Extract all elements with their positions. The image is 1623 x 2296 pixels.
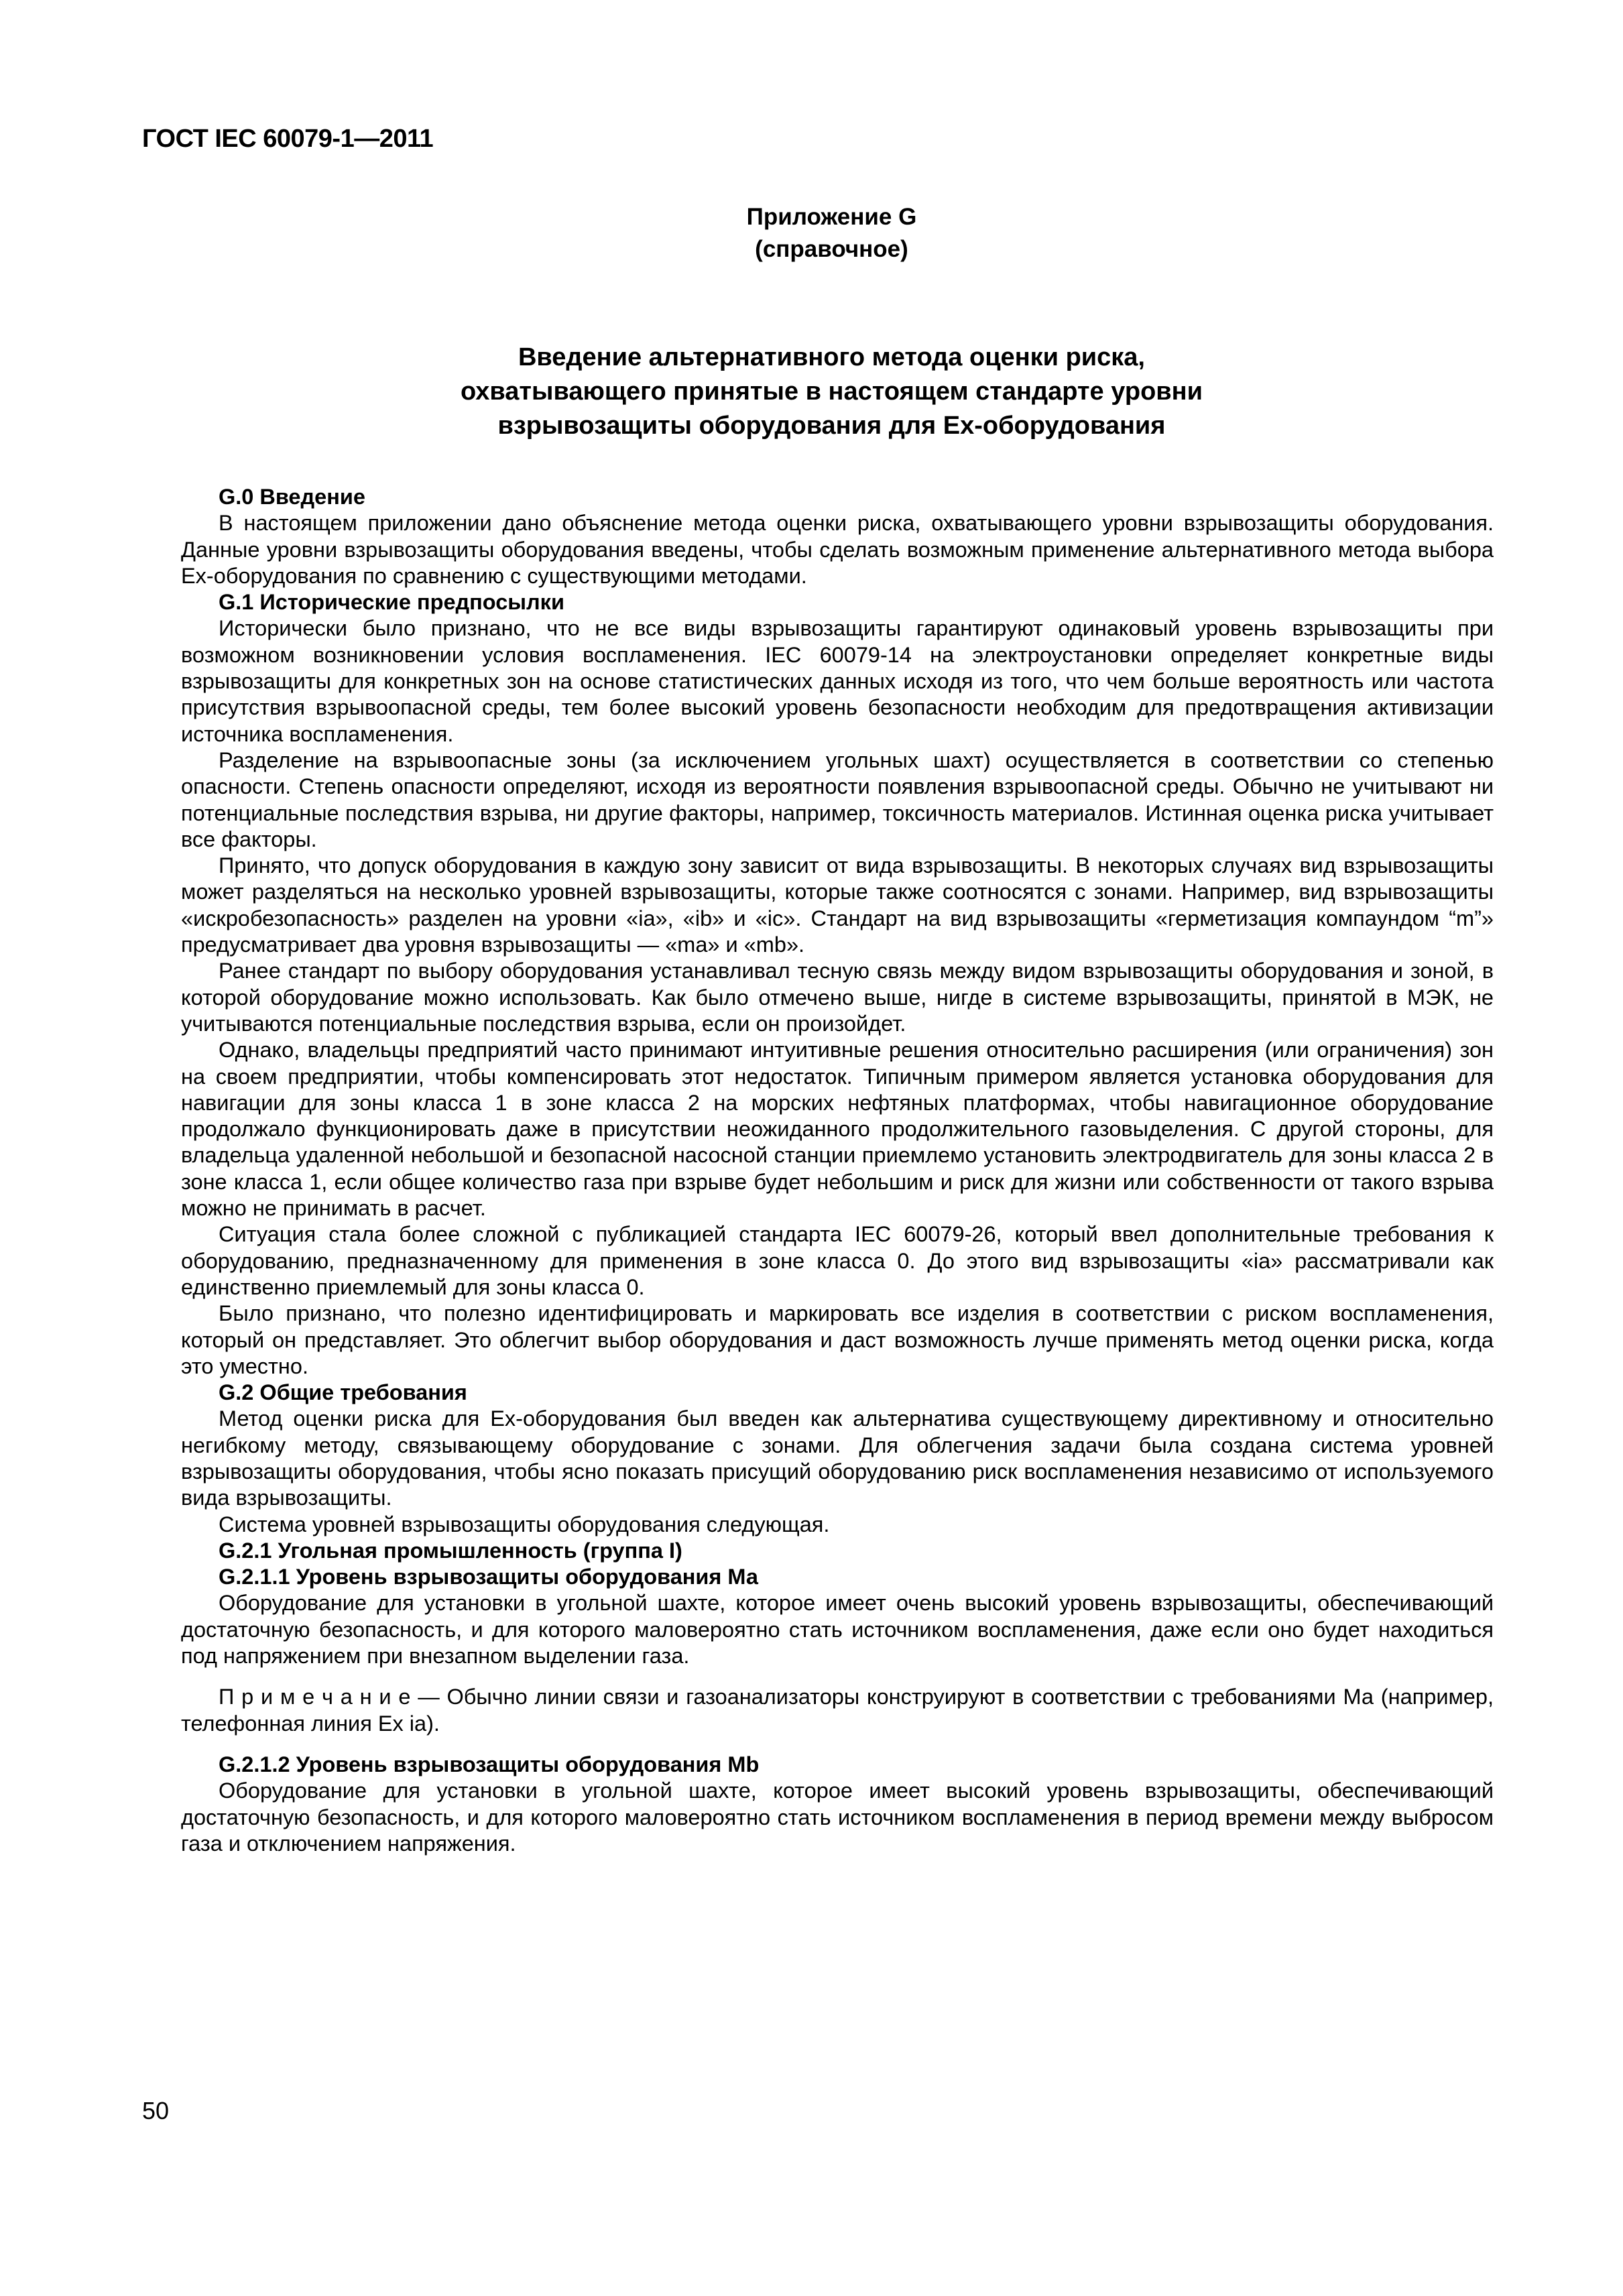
title-line: Введение альтернативного метода оценки риска, bbox=[518, 343, 1145, 371]
paragraph: Было признано, что полезно идентифицировать и маркировать все изделия в соответствии с риском воспламенения, который он представляет. Это облегчит выбор оборудования и даст возможность лучше применять метод оценки риска, когда это уместно. bbox=[181, 1301, 1494, 1378]
title-line: охватывающего принятые в настоящем стандарте уровни bbox=[461, 377, 1203, 406]
paragraph: Исторически было признано, что не все виды взрывозащиты гарантируют одинаковый уровень взрывозащиты при возможном возникновении условия воспламенения. IEC 60079-14 на электроустановки определяет конкретные виды взрывозащиты для конкретных зон на основе статистических данных исходя из того, что чем больше вероятность или частота присутствия взрывоопасной среды, тем более высокий уровень безопасности необходим для предотвращения активизации источника воспламенения. bbox=[181, 616, 1494, 746]
section-heading: G.2 Общие требования bbox=[219, 1380, 467, 1405]
title-line: взрывозащиты оборудования для Ex-оборудования bbox=[497, 412, 1166, 440]
section-heading: G.0 Введение bbox=[219, 485, 365, 509]
document-body bbox=[181, 484, 1494, 1857]
document-number: ГОСТ IEC 60079-1—2011 bbox=[142, 125, 434, 153]
note-paragraph: П р и м е ч а н и е — Обычно линии связи и газоанализаторы конструируют в соответствии с требованиями Ма (например, телефонная линия Ex ia). bbox=[181, 1685, 1494, 1736]
paragraph: Оборудование для установки в угольной шахте, которое имеет высокий уровень взрывозащиты, обеспечивающий достаточную безопасность, и для которого маловероятно стать источником воспламенения в период времени между выбросом газа и отключением напряжения. bbox=[181, 1778, 1494, 1856]
appendix-status: (справочное) bbox=[755, 236, 908, 262]
paragraph: Система уровней взрывозащиты оборудования следующая. bbox=[219, 1512, 830, 1536]
section-heading: G.1 Исторические предпосылки bbox=[219, 590, 564, 615]
document-title bbox=[0, 341, 1623, 443]
paragraph: Ранее стандарт по выбору оборудования устанавливал тесную связь между видом взрывозащиты оборудования и зоной, в которой оборудование можно использовать. Как было отмечено выше, нигде в системе взрывозащиты, принятой в МЭК, не учитываются потенциальные последствия взрыва, если он произойдет. bbox=[181, 959, 1494, 1036]
paragraph: В настоящем приложении дано объяснение метода оценки риска, охватывающего уровни взрывозащиты оборудования. Данные уровни взрывозащиты оборудования введены, чтобы сделать возможным применение альтернативного метода выбора Ex-оборудования по сравнению с существующими методами. bbox=[181, 511, 1494, 588]
page-number: 50 bbox=[142, 2097, 170, 2124]
subsection-heading: G.2.1.1 Уровень взрывозащиты оборудования Ма bbox=[219, 1565, 758, 1589]
subsection-heading: G.2.1.2 Уровень взрывозащиты оборудования Mb bbox=[219, 1752, 760, 1776]
appendix-label: Приложение G bbox=[746, 204, 917, 230]
paragraph: Однако, владельцы предприятий часто принимают интуитивные решения относительно расширения (или ограничения) зон на своем предприятии, чтобы компенсировать этот недостаток. Типичным примером является установка оборудования для навигации для зоны класса 1 в зоне класса 2 на морских нефтяных платформах, чтобы навигационное оборудование продолжало функционировать даже в присутствии неожиданного продолжительного газовыделения. С другой стороны, для владельца удаленной небольшой и безопасной насосной станции приемлемо установить электродвигатель для зоны класса 2 в зоне класса 1, если общее количество газа при взрыве будет небольшим и риск для жизни или собственности от такого взрыва можно не принимать в расчет. bbox=[181, 1038, 1494, 1221]
paragraph: Ситуация стала более сложной с публикацией стандарта IEC 60079-26, который ввел дополнительные требования к оборудованию, предназначенному для применения в зоне класса 0. До этого вид взрывозащиты «ia» рассматривали как единственно приемлемый для зоны класса 0. bbox=[181, 1222, 1494, 1299]
paragraph: Метод оценки риска для Ex-оборудования был введен как альтернатива существующему директивному и относительно негибкому методу, связывающему оборудование с зонами. Для облегчения задачи была создана система уровней взрывозащиты оборудования, чтобы ясно показать присущий оборудованию риск воспламенения независимо от используемого вида взрывозащиты. bbox=[181, 1406, 1494, 1510]
paragraph: Оборудование для установки в угольной шахте, которое имеет очень высокий уровень взрывозащиты, обеспечивающий достаточную безопасность, и для которого маловероятно стать источником воспламенения, даже если оно будет находиться под напряжением при внезапном выделении газа. bbox=[181, 1591, 1494, 1669]
paragraph: Принято, что допуск оборудования в каждую зону зависит от вида взрывозащиты. В некоторых случаях вид взрывозащиты может разделяться на несколько уровней взрывозащиты, которые также соотносятся с зонами. Например, вид взрывозащиты «искробезопасность» разделен на уровни «ia», «ib» и «ic». Стандарт на вид взрывозащиты «герметизация компаундом “m”» предусматривает два уровня взрывозащиты — «ma» и «mb». bbox=[181, 853, 1494, 957]
subsection-heading: G.2.1 Угольная промышленность (группа I) bbox=[219, 1538, 682, 1563]
appendix-heading bbox=[0, 201, 1623, 265]
paragraph: Разделение на взрывоопасные зоны (за исключением угольных шахт) осуществляется в соответствии со степенью опасности. Степень опасности определяют, исходя из вероятности появления взрывоопасной среды. Обычно не учитывают ни потенциальные последствия взрыва, ни другие факторы, например, токсичность материалов. Истинная оценка риска учитывает все факторы. bbox=[181, 747, 1494, 851]
